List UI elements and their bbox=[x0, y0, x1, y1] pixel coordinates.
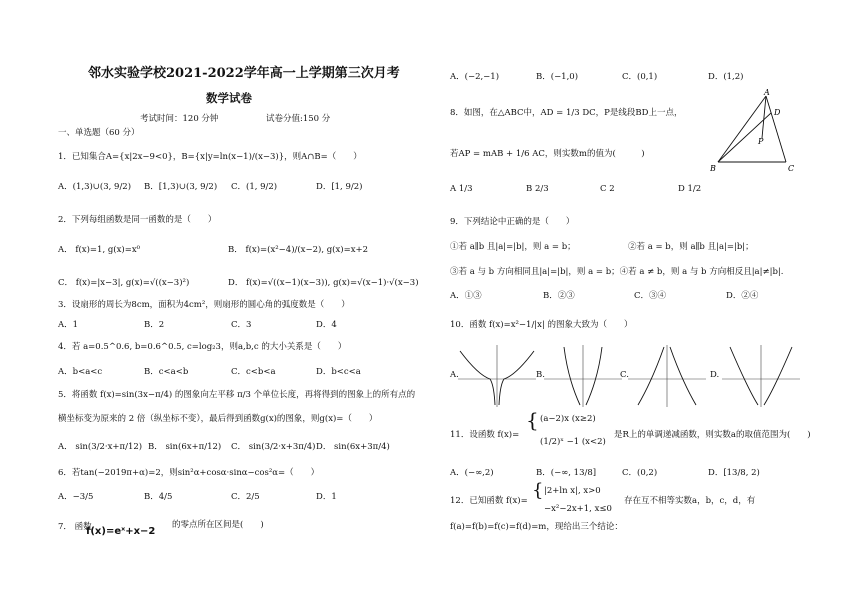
triangle-figure bbox=[710, 88, 800, 176]
q9-option-b: B．②③ bbox=[543, 291, 575, 301]
point-label-d: D bbox=[774, 108, 781, 117]
q10-option-b: B. bbox=[536, 370, 545, 380]
q1-option-b: B．[1,3)∪(3, 9/2) bbox=[144, 182, 218, 192]
q4-option-a: A．b<a<c bbox=[58, 367, 103, 377]
q5-stem-line1: 5．将函数 f(x)=sin(3x−π/4) 的图象向左平移 π/3 个单位长度，再将得到的图象上的所有点的 bbox=[58, 390, 416, 400]
q7-option-a: A．(−2,−1) bbox=[450, 72, 500, 82]
q10-option-a: A. bbox=[450, 370, 459, 380]
q7-stem-suffix: 的零点所在区间是( ) bbox=[172, 520, 264, 530]
q9-statement-3-4: ③若 a 与 b 方向相同且|a|=|b|，则 a = b；④若 a ≠ b，则 a 与 b 方向相反且|a|≠|b|. bbox=[450, 267, 784, 277]
q5-option-b: B． sin(6x+π/12) bbox=[148, 442, 222, 452]
q8-option-a: A 1/3 bbox=[450, 184, 473, 194]
q12-stem-prefix: 12．已知函数 f(x)= bbox=[450, 496, 528, 506]
q12-brace: { bbox=[532, 480, 544, 501]
q9-stem: 9．下列结论中正确的是（ ） bbox=[450, 217, 575, 227]
q11-option-a: A．(−∞,2) bbox=[450, 468, 494, 478]
q10-graph-a bbox=[458, 345, 536, 407]
q2-option-d: D． f(x)=√((x−1)(x−3)), g(x)=√(x−1)·√(x−3) bbox=[228, 278, 419, 288]
q3-option-b: B．2 bbox=[144, 320, 165, 330]
q11-option-c: C．(0,2) bbox=[622, 468, 658, 478]
q12-condition: f(a)=f(b)=f(c)=f(d)=m，现给出三个结论： bbox=[450, 522, 623, 532]
q12-piece-2: −x²−2x+1, x≤0 bbox=[544, 504, 612, 514]
q12-stem-suffix: 存在互不相等实数a，b，c，d，有 bbox=[624, 496, 756, 506]
q10-graph-d bbox=[722, 345, 800, 407]
q8-option-c: C 2 bbox=[600, 184, 615, 194]
q5-option-c: C． sin(3/2·x+3π/4) bbox=[231, 442, 316, 452]
q6-option-c: C．2/5 bbox=[231, 492, 260, 502]
q10-graph-b bbox=[544, 345, 622, 407]
q10-stem: 10．函数 f(x)=x²−1/|x| 的图象大致为（ ） bbox=[450, 320, 633, 330]
q8-stem-line2: 若AP = mAB + 1/6 AC，则实数m的值为( ) bbox=[450, 149, 645, 159]
q7-option-b: B．(−1,0) bbox=[536, 72, 579, 82]
exam-time: 考试时间：120 分钟 bbox=[140, 114, 219, 124]
exam-score: 试卷分值:150 分 bbox=[266, 114, 331, 124]
q6-option-a: A．−3/5 bbox=[58, 492, 94, 502]
q4-stem: 4．若 a=0.5^0.6, b=0.6^0.5, c=log₂3，则a,b,c 的大小关系是（ ） bbox=[58, 342, 347, 352]
q8-stem-line1: 8．如图，在△ABC中，AD = 1/3 DC，P是线段BD上一点， bbox=[450, 108, 683, 118]
q4-option-d: D．b<c<a bbox=[316, 367, 361, 377]
q11-stem-suffix: 是R上的单调递减函数，则实数a的取值范围为( ) bbox=[614, 430, 811, 440]
q11-option-d: D．[13/8, 2) bbox=[708, 468, 760, 478]
q8-option-b: B 2/3 bbox=[526, 184, 549, 194]
q7-function: f(x)=eˣ+x−2 bbox=[86, 526, 156, 537]
q11-option-b: B．(−∞, 13/8] bbox=[536, 468, 597, 478]
q9-option-c: C．③④ bbox=[634, 291, 667, 301]
exam-subtitle: 数学试卷 bbox=[206, 91, 252, 105]
q9-statement-1: ①若 a∥b 且|a|=|b|，则 a = b； bbox=[450, 242, 576, 252]
q2-option-c: C． f(x)=|x−3|, g(x)=√((x−3)²) bbox=[58, 278, 190, 288]
q3-option-d: D．4 bbox=[316, 320, 337, 330]
section-heading: 一、单选题（60 分） bbox=[58, 128, 140, 138]
q11-brace: { bbox=[526, 408, 539, 432]
q7-option-c: C．(0,1) bbox=[622, 72, 658, 82]
q2-option-b: B． f(x)=(x²−4)/(x−2), g(x)=x+2 bbox=[228, 245, 369, 255]
q1-option-d: D．[1, 9/2) bbox=[316, 182, 363, 192]
q5-option-a: A． sin(3/2·x+π/12) bbox=[58, 442, 143, 452]
q8-option-d: D 1/2 bbox=[678, 184, 702, 194]
q12-piece-1: |2+ln x|, x>0 bbox=[544, 486, 601, 496]
q11-piece-2: (1/2)ˣ −1 (x<2) bbox=[540, 437, 606, 447]
q7-option-d: D．(1,2) bbox=[708, 72, 744, 82]
point-label-p: P bbox=[758, 137, 764, 146]
q4-option-c: C．c<b<a bbox=[231, 367, 276, 377]
exam-title: 邻水实验学校2021-2022学年高一上学期第三次月考 bbox=[88, 66, 400, 81]
q3-option-c: C．3 bbox=[231, 320, 252, 330]
q10-option-c: C. bbox=[620, 370, 629, 380]
q9-option-d: D．②④ bbox=[726, 291, 759, 301]
q11-stem-prefix: 11．设函数 f(x)= bbox=[450, 430, 520, 440]
vertex-label-a: A bbox=[764, 88, 770, 97]
q6-stem: 6．若tan(−2019π+α)=2，则sin²α+cosα·sinα−cos²α=（ ） bbox=[58, 468, 320, 478]
q7-stem-prefix: 7． 函数 bbox=[58, 522, 92, 532]
q6-option-d: D．1 bbox=[316, 492, 337, 502]
q2-stem: 2．下列每组函数是同一函数的是（ ） bbox=[58, 215, 217, 225]
q2-option-a: A． f(x)=1, g(x)=x⁰ bbox=[58, 245, 141, 255]
q6-option-b: B．4/5 bbox=[144, 492, 173, 502]
vertex-label-b: B bbox=[710, 164, 716, 173]
q1-option-c: C．(1, 9/2) bbox=[231, 182, 278, 192]
q5-option-d: D． sin(6x+3π/4) bbox=[316, 442, 390, 452]
q1-stem: 1．已知集合A={x|2x−9<0}，B={x|y=ln(x−1)/(x−3)}，则A∩B=（ ） bbox=[58, 152, 362, 162]
q10-graph-c bbox=[628, 345, 706, 407]
q9-option-a: A．①③ bbox=[450, 291, 482, 301]
vertex-label-c: C bbox=[788, 164, 795, 173]
q11-piece-1: (a−2)x (x≥2) bbox=[540, 414, 596, 424]
q3-option-a: A．1 bbox=[58, 320, 79, 330]
q5-stem-line2: 横坐标变为原来的 2 倍（纵坐标不变），最后得到函数g(x)的图象，则g(x)=（ ） bbox=[58, 414, 378, 424]
q4-option-b: B．c<a<b bbox=[144, 367, 189, 377]
q10-option-d: D. bbox=[710, 370, 720, 380]
q3-stem: 3．设扇形的周长为8cm，面积为4cm²，则扇形的圆心角的弧度数是（ ） bbox=[58, 300, 350, 310]
q9-statement-2: ②若 a = b，则 a∥b 且|a|=|b|； bbox=[628, 242, 754, 252]
q1-option-a: A．(1,3)∪(3, 9/2) bbox=[58, 182, 132, 192]
